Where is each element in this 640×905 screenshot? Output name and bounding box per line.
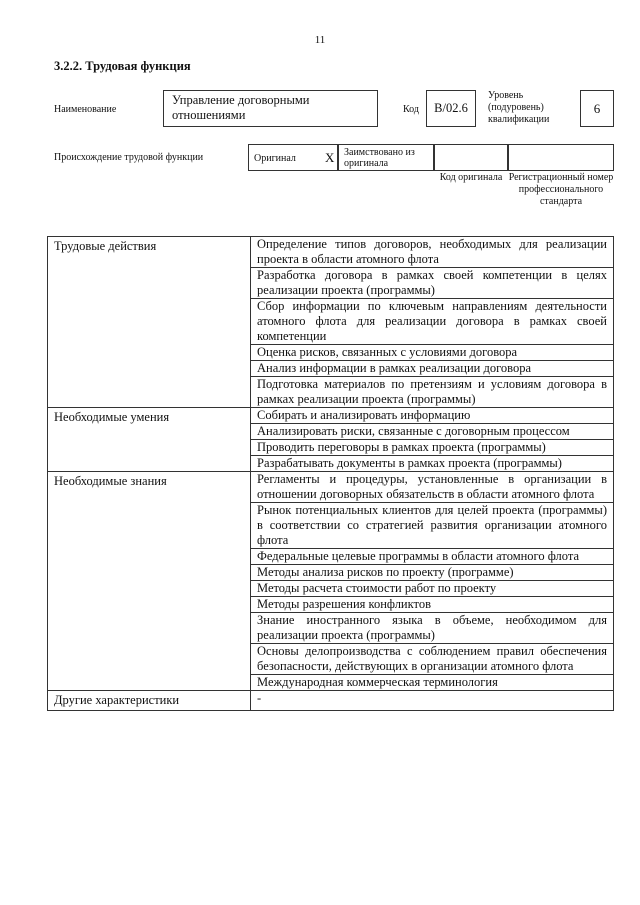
original-cell	[248, 144, 338, 171]
item-cell: Международная коммерческая терминология	[251, 675, 614, 691]
origin-label: Происхождение трудовой функции	[54, 152, 204, 163]
level-box: 6	[580, 90, 614, 127]
item-cell: Разрабатывать документы в рамках проекта (программы)	[251, 456, 614, 472]
item-cell: Оценка рисков, связанных с условиями договора	[251, 345, 614, 361]
code-label: Код	[403, 104, 419, 115]
item-cell: Рынок потенциальных клиентов для целей проекта (программы) в соответствии со стратегией развития организации атомного флота	[251, 503, 614, 549]
table-row	[48, 472, 614, 503]
item-cell: Определение типов договоров, необходимых для реализации проекта в области атомного флота	[251, 237, 614, 268]
item-cell: Анализ информации в рамках реализации договора	[251, 361, 614, 377]
item-cell: Проводить переговоры в рамках проекта (программы)	[251, 440, 614, 456]
table-row	[48, 408, 614, 424]
name-label: Наименование	[54, 104, 117, 115]
item-cell: Методы разрешения конфликтов	[251, 597, 614, 613]
borrowed-cell: Заимствовано из оригинала	[338, 144, 434, 171]
table-row	[48, 237, 614, 268]
item-cell: Знание иностранного языка в объеме, необходимом для реализации проекта (программы)	[251, 613, 614, 644]
item-cell: -	[251, 691, 614, 711]
function-name-box: Управление договорными отношениями	[163, 90, 378, 127]
function-table	[47, 236, 614, 711]
item-cell: Собирать и анализировать информацию	[251, 408, 614, 424]
level-label: Уровень (подуровень) квалификации	[488, 90, 550, 125]
table-row	[48, 691, 614, 711]
code-original-label: Код оригинала	[439, 172, 503, 183]
original-mark: X	[325, 150, 335, 165]
item-cell: Основы делопроизводства с соблюдением правил обеспечения безопасности, действующих в организации атомного флота	[251, 644, 614, 675]
item-cell: Сбор информации по ключевым направлениям деятельности атомного флота для реализации договора в рамках своей компетенции	[251, 299, 614, 345]
item-cell: Анализировать риски, связанные с договорным процессом	[251, 424, 614, 440]
category-cell: Необходимые умения	[48, 408, 251, 472]
code-box: B/02.6	[426, 90, 476, 127]
reg-number-cell	[508, 144, 614, 171]
category-cell: Трудовые действия	[48, 237, 251, 408]
original-label: Оригинал	[254, 153, 296, 164]
code-original-cell	[434, 144, 508, 171]
item-cell: Методы расчета стоимости работ по проекту	[251, 581, 614, 597]
item-cell: Разработка договора в рамках своей компетенции в целях реализации проекта (программы)	[251, 268, 614, 299]
reg-number-label: Регистрационный номер профессионального стандарта	[508, 172, 614, 207]
item-cell: Подготовка материалов по претензиям и условиям договора в рамках реализации проекта (программы)	[251, 377, 614, 408]
category-cell: Другие характеристики	[48, 691, 251, 711]
category-cell: Необходимые знания	[48, 472, 251, 691]
section-title: 3.2.2. Трудовая функция	[54, 59, 191, 73]
item-cell: Регламенты и процедуры, установленные в организации в отношении договорных обязательств в области атомного флота	[251, 472, 614, 503]
page-number: 11	[314, 34, 326, 46]
item-cell: Федеральные целевые программы в области атомного флота	[251, 549, 614, 565]
item-cell: Методы анализа рисков по проекту (программе)	[251, 565, 614, 581]
